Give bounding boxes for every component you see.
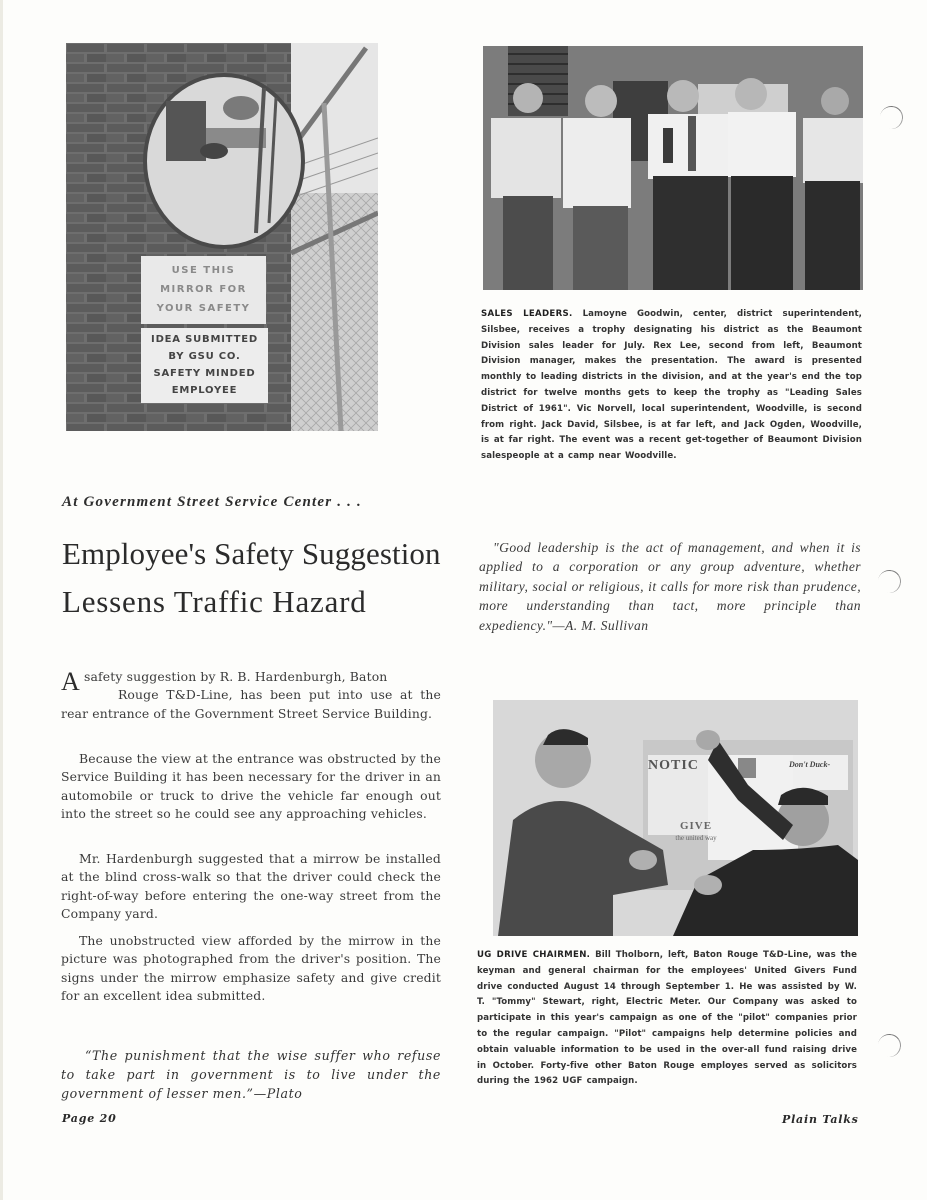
binder-hole-mark (878, 104, 905, 131)
article-headline (62, 530, 482, 626)
caption-ug-drive (477, 948, 857, 1090)
sign-line: BY GSU CO. (168, 351, 241, 362)
paragraph-text: Mr. Hardenburgh suggested that a mirrow be installed at the blind cross-walk so that the driver could check the right-of-way before entering the one-way street from the Company yard. (61, 851, 441, 921)
page-number: Page 20 (62, 1112, 117, 1125)
sign-line: SAFETY MINDED (153, 368, 256, 379)
sidebar-quote: "Good leadership is the act of management, and when it is applied to a corporation or any group adventure, whether military, social or religious, it calls for more risk than prudence, more understanding than tact, more principle than expediency."—A. M. Sullivan (479, 540, 861, 633)
article-quote: “The punishment that the wise suffer who refuse to take part in government is to live under the government of lesser men.”—Plato (61, 1048, 441, 1101)
photo-sales-leaders (483, 46, 863, 290)
article-paragraph-2 (61, 750, 441, 833)
poster-text: Don't Duck- (789, 760, 831, 769)
caption-text: Lamoyne Goodwin, center, district superintendent, Silsbee, receives a trophy designating his district as the Beaumont Division sales leader for July. Rex Lee, second from left, Beaumont Division manager, makes the presentation. The award is presented monthly to leading districts in the division, and at the year's end the top district for twelve months gets to keep the trophy as "Leading Sales District of 1961". Vic Norvell, local superintendent, Woodville, is second from right. Jack David, Silsbee, is at far left, and Jack Ogden, Woodville, is at far right. The event was a recent get-together of Beaumont Division salespeople at a camp near Woodville. (481, 309, 863, 462)
paragraph-text: The unobstructed view afforded by the mirrow in the picture was photographed from the driver's position. The signs under the mirrow emphasize safety and give credit for an excellent idea submitted. (61, 933, 441, 1003)
drop-cap: A (61, 667, 80, 696)
notice-sub: the united way (675, 834, 717, 842)
binder-hole-mark (876, 1032, 903, 1059)
caption-lead: UG DRIVE CHAIRMEN. (477, 950, 591, 960)
caption-lead: SALES LEADERS. (481, 309, 573, 319)
binder-hole-mark (876, 568, 903, 595)
paragraph-text: Rouge T&D-Line, has been put into use at the rear entrance of the Government Street Service Building. (61, 687, 441, 721)
sign-line: EMPLOYEE (171, 385, 238, 396)
sign-line: MIRROR FOR (160, 284, 247, 295)
publication-name: Plain Talks (782, 1113, 859, 1126)
article-paragraph-4 (61, 932, 441, 1015)
caption-sales-leaders (481, 307, 862, 465)
sign-line: YOUR SAFETY (156, 303, 251, 314)
article-paragraph-1 (61, 668, 441, 733)
photo-ug-drive-chairmen (493, 700, 858, 936)
paragraph-text: safety suggestion by R. B. Hardenburgh, Baton (83, 669, 388, 684)
paragraph-text: Because the view at the entrance was obstructed by the Service Building it has been necessary for the driver in an automobile or truck to drive the vehicle far enough out into the street so he could see any approaching vehicles. (61, 751, 441, 821)
headline-line-2: Lessens Traffic Hazard (62, 584, 367, 619)
notice-heading: NOTIC (648, 758, 699, 773)
notice-give: GIVE (679, 820, 713, 832)
sign-line: USE THIS (171, 265, 236, 276)
page-edge (0, 0, 3, 1200)
photo-safety-mirror (66, 43, 378, 431)
caption-text: Bill Tholborn, left, Baton Rouge T&D-Line, was the keyman and general chairman for the employees' United Givers Fund drive conducted August 14 through September 1. He was assisted by W. T. "Tommy" Stewart, right, Electric Meter. Our Company was asked to participate in this year's campaign as one of the "pilot" companies prior to the regular campaign. "Pilot" campaigns help determine policies and obtain valuable information to be used in the over-all fund raising drive in October. Forty-five other Baton Rouge employes served as solicitors during the 1962 UGF campaign. (477, 950, 858, 1087)
mirror-sign-bottom (141, 331, 268, 399)
article-paragraph-3 (61, 850, 441, 933)
mirror-sign-top (141, 261, 266, 318)
headline-line-1: Employee's Safety Suggestion (62, 536, 441, 571)
article-kicker: At Government Street Service Center . . . (62, 494, 363, 510)
sign-line: IDEA SUBMITTED (151, 334, 258, 345)
